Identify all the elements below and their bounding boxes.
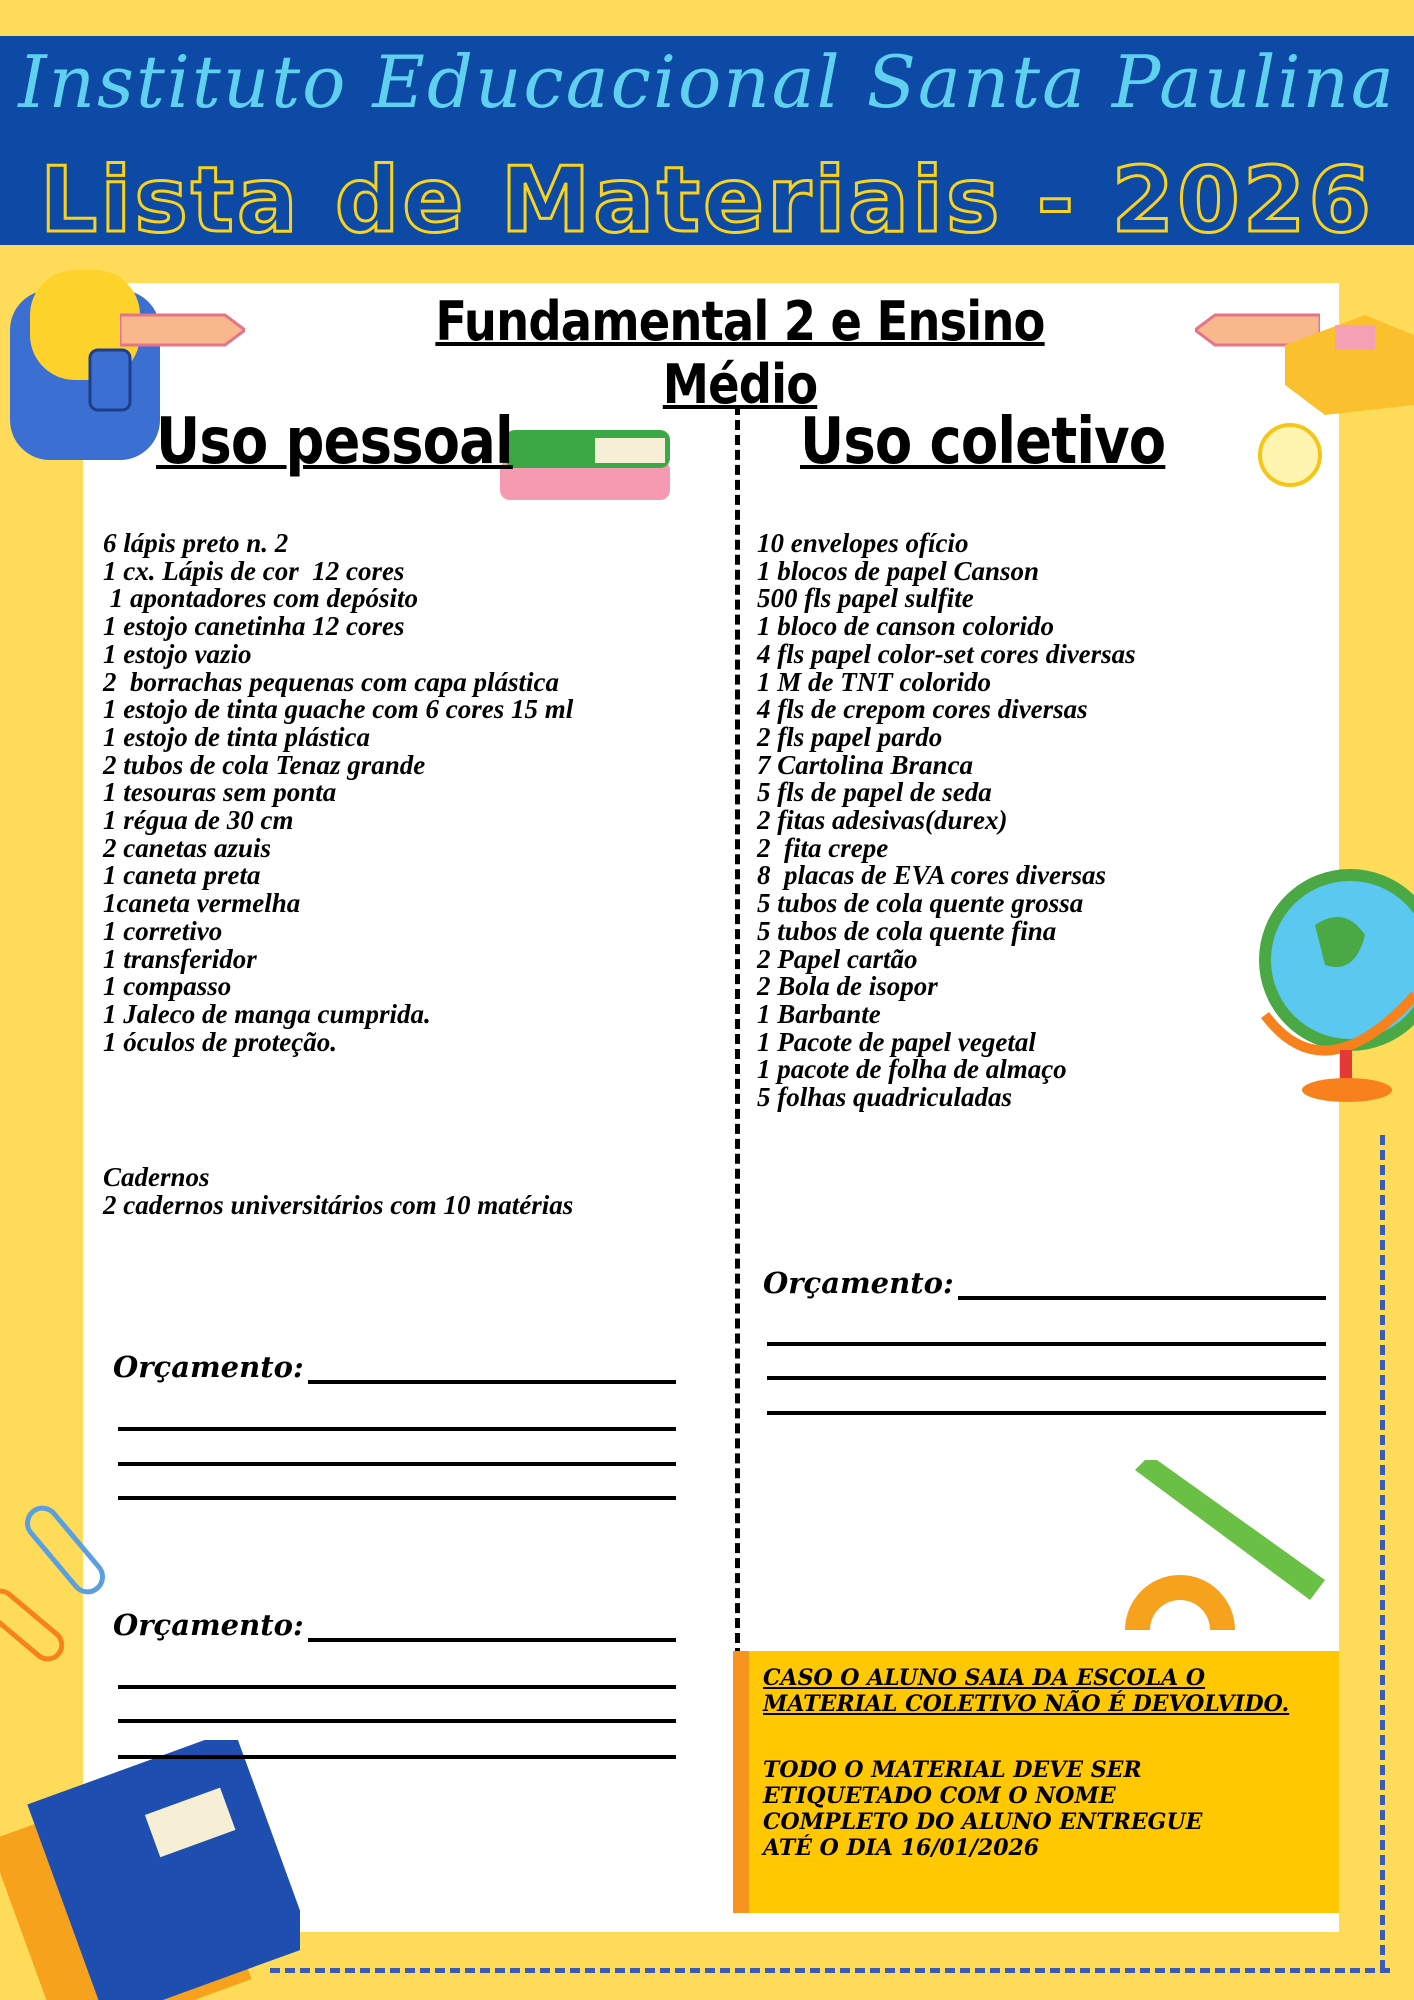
budget-field-2[interactable] xyxy=(113,1608,676,1642)
sharpener-icon xyxy=(1275,295,1414,415)
list-item: 1 estojo de tinta guache com 6 cores 15 ml xyxy=(103,694,574,725)
budget-line xyxy=(118,1427,676,1431)
collective-list xyxy=(757,530,1247,1112)
budget-line xyxy=(308,1638,676,1642)
list-item: 2 Papel cartão xyxy=(757,943,918,974)
school-name: Instituto Educacional Santa Paulina xyxy=(18,40,1396,124)
list-item: 1 estojo canetinha 12 cores xyxy=(103,611,405,642)
budget-line xyxy=(118,1685,676,1689)
budget-line xyxy=(308,1380,676,1384)
budget-line xyxy=(767,1376,1326,1380)
list-item: 2 borrachas pequenas com capa plástica xyxy=(103,666,559,697)
budget-label: Orçamento: xyxy=(113,1350,304,1384)
list-item: 1 régua de 30 cm xyxy=(103,805,294,836)
pencil-icon xyxy=(120,310,245,350)
list-item: 1 estojo de tinta plástica xyxy=(103,721,370,752)
list-item: 8 placas de EVA cores diversas xyxy=(757,860,1106,891)
list-item: 1 cx. Lápis de cor 12 cores xyxy=(103,555,405,586)
decorative-dash xyxy=(1380,1135,1385,1970)
list-item: 2 tubos de cola Tenaz grande xyxy=(103,749,426,780)
list-item: 5 tubos de cola quente grossa xyxy=(757,888,1084,919)
list-item: 5 fls de papel de seda xyxy=(757,777,992,808)
list-item: 1 estojo vazio xyxy=(103,638,252,669)
collective-heading: Uso coletivo xyxy=(800,405,1166,479)
notice-label: TODO O MATERIAL DEVE SER ETIQUETADO COM O NOME COMPLETO DO ALUNO ENTREGUE ATÉ O DIA 16/01/2026 xyxy=(763,1757,1203,1861)
personal-heading: Uso pessoal xyxy=(156,405,513,479)
list-item: 1 blocos de papel Canson xyxy=(757,555,1040,586)
list-item: 1 transferidor xyxy=(103,943,257,974)
list-item: 1 óculos de proteção. xyxy=(103,1026,337,1057)
list-item: 2 Bola de isopor xyxy=(757,971,938,1002)
list-item: 4 fls papel color-set cores diversas xyxy=(757,638,1136,669)
list-item: 2 fita crepe xyxy=(757,832,889,863)
budget-line xyxy=(118,1462,676,1466)
list-item: 500 fls papel sulfite xyxy=(757,583,974,614)
list-item: 10 envelopes ofício xyxy=(757,528,969,558)
notice-return: CASO O ALUNO SAIA DA ESCOLA O MATERIAL COLETIVO NÃO É DEVOLVIDO. xyxy=(763,1665,1290,1717)
budget-line xyxy=(767,1411,1326,1415)
notice-box xyxy=(733,1651,1339,1913)
list-item: 1 Pacote de papel vegetal xyxy=(757,1026,1036,1057)
column-divider xyxy=(735,405,740,1658)
list-item: 7 Cartolina Branca xyxy=(757,749,974,780)
flower-icon xyxy=(1245,410,1335,500)
section-subtitle: Fundamental 2 e Ensino Médio xyxy=(435,290,1045,416)
ruler-icon xyxy=(1110,1460,1330,1635)
list-item: 1 M de TNT colorido xyxy=(757,666,991,697)
list-item: 2 fls papel pardo xyxy=(757,721,943,752)
list-item: 1 tesouras sem ponta xyxy=(103,777,337,808)
notebooks-section xyxy=(103,1164,703,1219)
list-item: 1 Barbante xyxy=(757,998,881,1029)
list-item: 5 tubos de cola quente fina xyxy=(757,915,1057,946)
budget-line xyxy=(118,1496,676,1500)
budget-line xyxy=(118,1719,676,1723)
list-item: 1 corretivo xyxy=(103,915,223,946)
list-item: 2 canetas azuis xyxy=(103,832,272,863)
list-item: 2 fitas adesivas(durex) xyxy=(757,805,1008,836)
globe-icon xyxy=(1255,865,1414,1115)
page-title: Lista de Materiais - 2026 xyxy=(40,148,1374,253)
list-item: 5 folhas quadriculadas xyxy=(757,1082,1013,1113)
budget-label: Orçamento: xyxy=(763,1266,954,1300)
list-item: 1 apontadores com depósito xyxy=(103,583,418,614)
budget-label: Orçamento: xyxy=(113,1608,304,1642)
budget-line xyxy=(958,1296,1326,1300)
list-item: 1 Jaleco de manga cumprida. xyxy=(103,998,431,1029)
list-item: 1 pacote de folha de almaço xyxy=(757,1054,1067,1085)
notebooks-item: 2 cadernos universitários com 10 matérias xyxy=(103,1189,574,1220)
notebooks-heading: Cadernos xyxy=(103,1162,210,1192)
notebook-icon xyxy=(0,1740,300,2000)
backpack-icon xyxy=(0,250,170,470)
budget-field-collective[interactable] xyxy=(763,1266,1326,1300)
list-item: 1 compasso xyxy=(103,971,232,1002)
list-item: 1 caneta preta xyxy=(103,860,261,891)
list-item: 1 bloco de canson colorido xyxy=(757,611,1054,642)
decorative-dash xyxy=(270,1968,1390,1973)
personal-list xyxy=(103,530,703,1056)
list-item: 1caneta vermelha xyxy=(103,888,301,919)
budget-field-1[interactable] xyxy=(113,1350,676,1384)
list-item: 4 fls de crepom cores diversas xyxy=(757,694,1088,725)
books-icon xyxy=(495,420,680,510)
budget-line xyxy=(118,1755,676,1759)
budget-line xyxy=(767,1342,1326,1346)
list-item: 6 lápis preto n. 2 xyxy=(103,528,289,558)
